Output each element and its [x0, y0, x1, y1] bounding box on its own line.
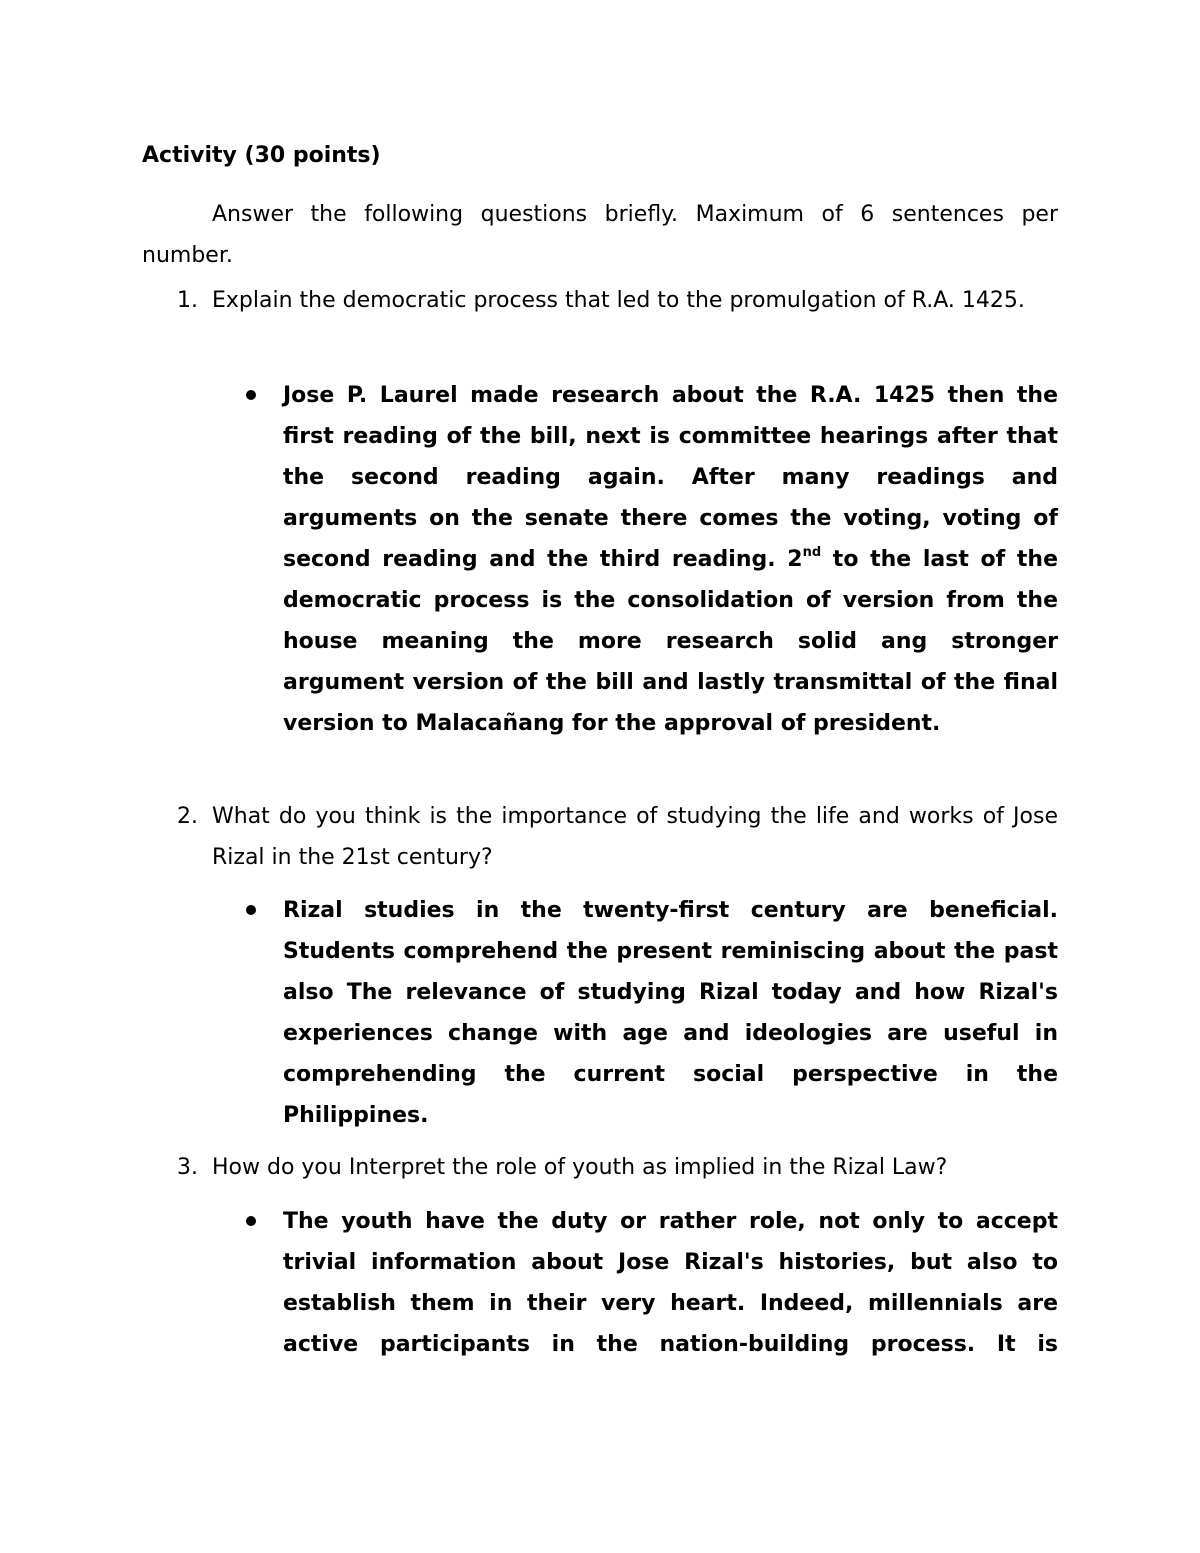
answer-text-part1: Jose P. Laurel made research about the R.A. 1425 then the first reading of the bill, next is committee hearings after that the second reading again. After many readings and arguments on the senate there comes the voting, voting of second reading and the third reading. 2: [283, 383, 1058, 572]
answer-2: [142, 890, 1058, 1136]
answer-1: [142, 375, 1058, 744]
answer-text: [283, 375, 1058, 744]
bullet-icon: [246, 905, 256, 915]
question-2: [142, 796, 1058, 878]
question-text: How do you Interpret the role of youth as implied in the Rizal Law?: [212, 1155, 948, 1180]
ordinal-superscript: nd: [802, 544, 822, 560]
answer-text-part2: to the last of the democratic process is the consolidation of version from the house meaning the more research solid ang stronger argument version of the bill and lastly transmittal of the final version to Malacañang for the approval of president.: [283, 547, 1058, 736]
activity-heading: Activity (30 points): [142, 143, 381, 168]
answer-text: Rizal studies in the twenty-first century are beneficial. Students comprehend the present reminiscing about the past also The relevance of studying Rizal today and how Rizal's experiences change with age and ideologies are useful in comprehending the current social perspective in the Philippines.: [283, 898, 1058, 1128]
question-text: Explain the democratic process that led to the promulgation of R.A. 1425.: [212, 288, 1025, 313]
answer-text: The youth have the duty or rather role, not only to accept trivial information about Jose Rizal's histories, but also to establish them in their very heart. Indeed, millennials are active participants in the nation-building process. It is: [283, 1209, 1058, 1357]
bullet-icon: [246, 1216, 256, 1226]
question-number: 3.: [177, 1155, 198, 1180]
answer-3: [142, 1201, 1058, 1365]
instructions-paragraph: Answer the following questions briefly. Maximum of 6 sentences per number.: [142, 202, 1058, 268]
question-3: [142, 1147, 1058, 1188]
question-number: 2.: [177, 804, 198, 829]
question-text: What do you think is the importance of studying the life and works of Jose Rizal in the 21st century?: [212, 804, 1058, 870]
question-number: 1.: [177, 288, 198, 313]
question-1: [142, 280, 1058, 321]
bullet-icon: [246, 390, 256, 400]
